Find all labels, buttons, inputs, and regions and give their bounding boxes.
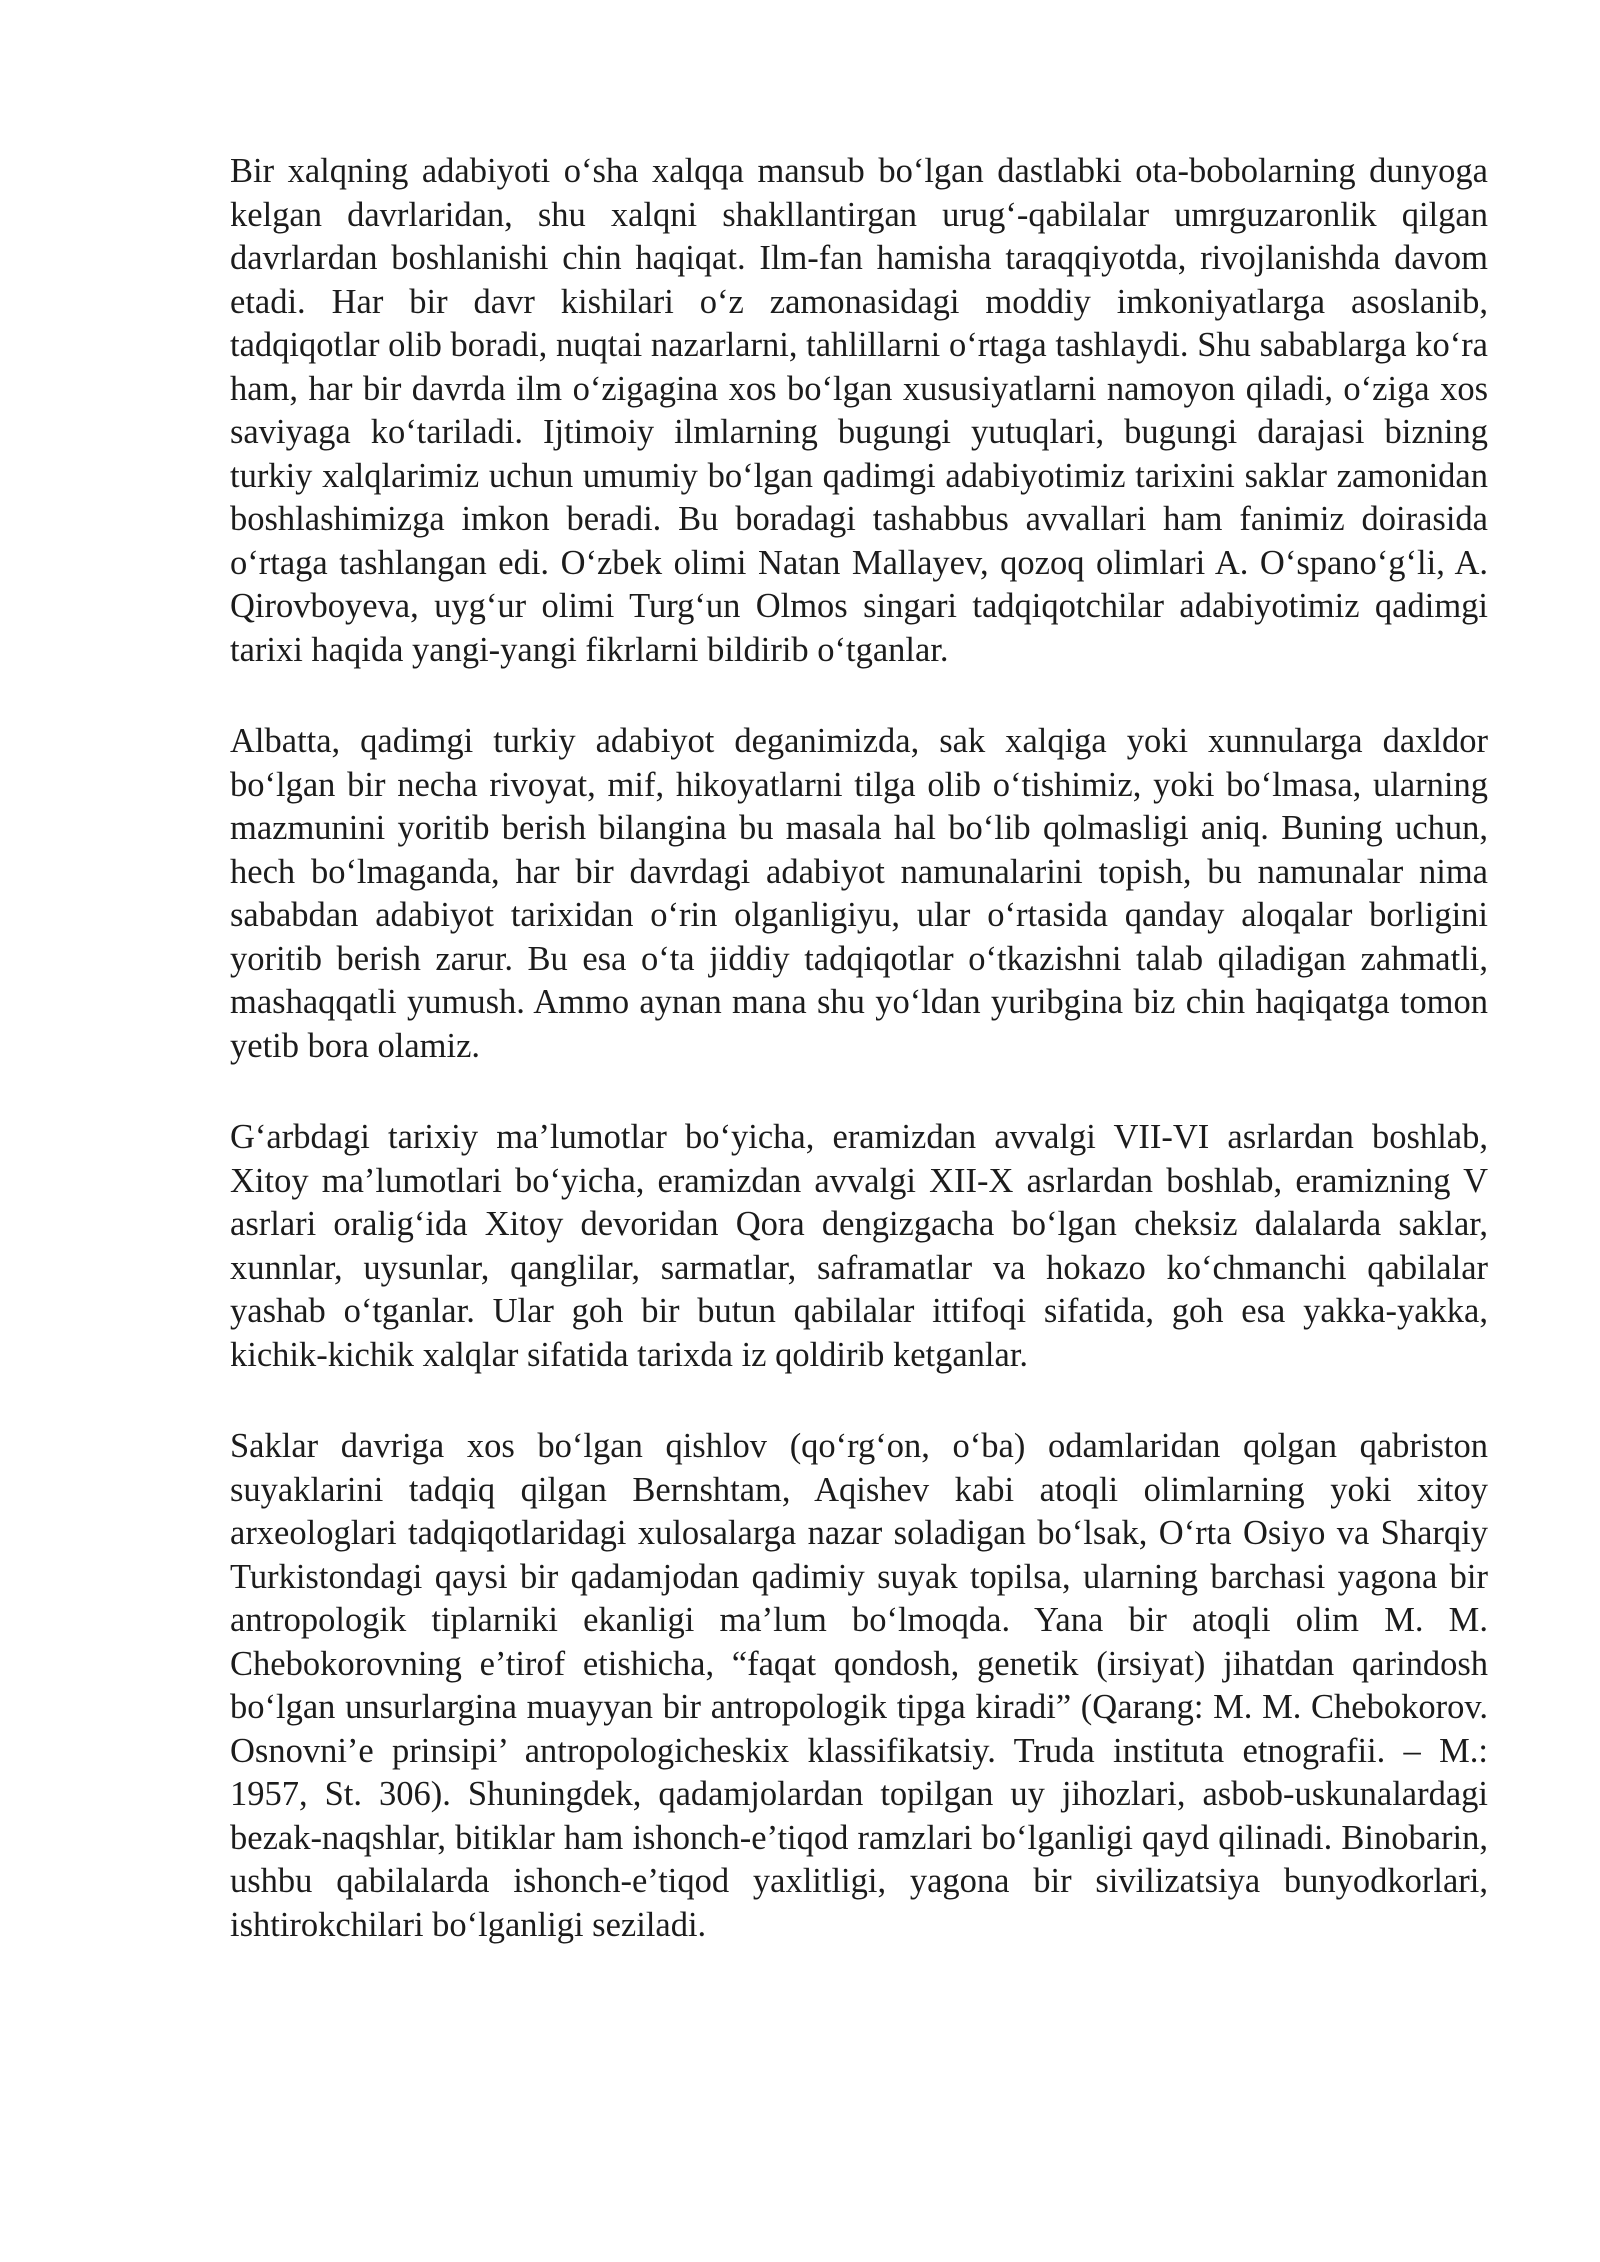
paragraph-2: Albatta, qadimgi turkiy adabiyot deganimizda, sak xalqiga yoki xunnularga daxldor bo‘lgan bir necha rivoyat, mif, hikoyatlarni tilga olib o‘tishimiz, yoki bo‘lmasa, ularning mazmunini yoritib berish bilangina bu masala hal bo‘lib qolmasligi aniq. Buning uchun, hech bo‘lmaganda, har bir davrdagi adabiyot namunalarini topish, bu namunalar nima sababdan adabiyot tarixidan o‘rin olganligiyu, ular o‘rtasida qanday aloqalar borligini yoritib berish zarur. Bu esa o‘ta jiddiy tadqiqotlar o‘tkazishni talab qiladigan zahmatli, mashaqqatli yumush. Ammo aynan mana shu yo‘ldan yuribgina biz chin haqiqatga tomon yetib bora olamiz. [230,722,1488,1065]
paragraph-3: G‘arbdagi tarixiy ma’lumotlar bo‘yicha, eramizdan avvalgi VII-VI asrlardan boshlab, Xitoy ma’lumotlari bo‘yicha, eramizdan avvalgi XII-X asrlardan boshlab, eramizning V asrlari oralig‘ida Xitoy devoridan Qora dengizgacha bo‘lgan cheksiz dalalarda saklar, xunnlar, uysunlar, qanglilar, sarmatlar, saframatlar va hokazo ko‘chmanchi qabilalar yashab o‘tganlar. Ular goh bir butun qabilalar ittifoqi sifatida, goh esa yakka-yakka, kichik-kichik xalqlar sifatida tarixda iz qoldirib ketganlar. [230,1118,1488,1374]
paragraph-1: Bir xalqning adabiyoti o‘sha xalqqa mansub bo‘lgan dastlabki ota-bobolarning dunyoga kelgan davrlaridan, shu xalqni shakllantirgan urug‘-qabilalar umrguzaronlik qilgan davrlardan boshlanishi chin haqiqat. Ilm-fan hamisha taraqqiyotda, rivojlanishda davom etadi. Har bir davr kishilari o‘z zamonasidagi moddiy imkoniyatlarga asoslanib, tadqiqotlar olib boradi, nuqtai nazarlarni, tahlillarni o‘rtaga tashlaydi. Shu sabablarga ko‘ra ham, har bir davrda ilm o‘zigagina xos bo‘lgan xususiyatlarni namoyon qiladi, o‘ziga xos saviyaga ko‘tariladi. Ijtimoiy ilmlarning bugungi yutuqlari, bugungi darajasi bizning turkiy xalqlarimiz uchun umumiy bo‘lgan qadimgi adabiyotimiz tarixini saklar zamonidan boshlashimizga imkon beradi. Bu boradagi tashabbus avvallari ham fanimiz doirasida o‘rtaga tashlangan edi. O‘zbek olimi Natan Mallayev, qozoq olimlari A. O‘spano‘g‘li, A. Qirovboyeva, uyg‘ur olimi Turg‘un Olmos singari tadqiqotchilar adabiyotimiz qadimgi tarixi haqida yangi-yangi fikrlarni bildirib o‘tganlar. [230,152,1488,669]
document-body [230,150,1488,1947]
paragraph-4: Saklar davriga xos bo‘lgan qishlov (qo‘rg‘on, o‘ba) odamlaridan qolgan qabriston suyaklarini tadqiq qilgan Bernshtam, Aqishev kabi atoqli olimlarning yoki xitoy arxeologlari tadqiqotlaridagi xulosalarga nazar soladigan bo‘lsak, O‘rta Osiyo va Sharqiy Turkistondagi qaysi bir qadamjodan qadimiy suyak topilsa, ularning barchasi yagona bir antropologik tiplarniki ekanligi ma’lum bo‘lmoqda. Yana bir atoqli olim M. M. Chebokorovning e’tirof etishicha, “faqat qondosh, genetik (irsiyat) jihatdan qarindosh bo‘lgan unsurlargina muayyan bir antropologik tipga kiradi” (Qarang: M. M. Chebokorov. Osnovni’e prinsipi’ antropologicheskix klassifikatsiy. Truda instituta etnografii. – M.: 1957, St. 306). Shuningdek, qadamjolardan topilgan uy jihozlari, asbob-uskunalardagi bezak-naqshlar, bitiklar ham ishonch-e’tiqod ramzlari bo‘lganligi qayd qilinadi. Binobarin, ushbu qabilalarda ishonch-e’tiqod yaxlitligi, yagona bir sivilizatsiya bunyodkorlari, ishtirokchilari bo‘lganligi seziladi. [230,1427,1488,1944]
